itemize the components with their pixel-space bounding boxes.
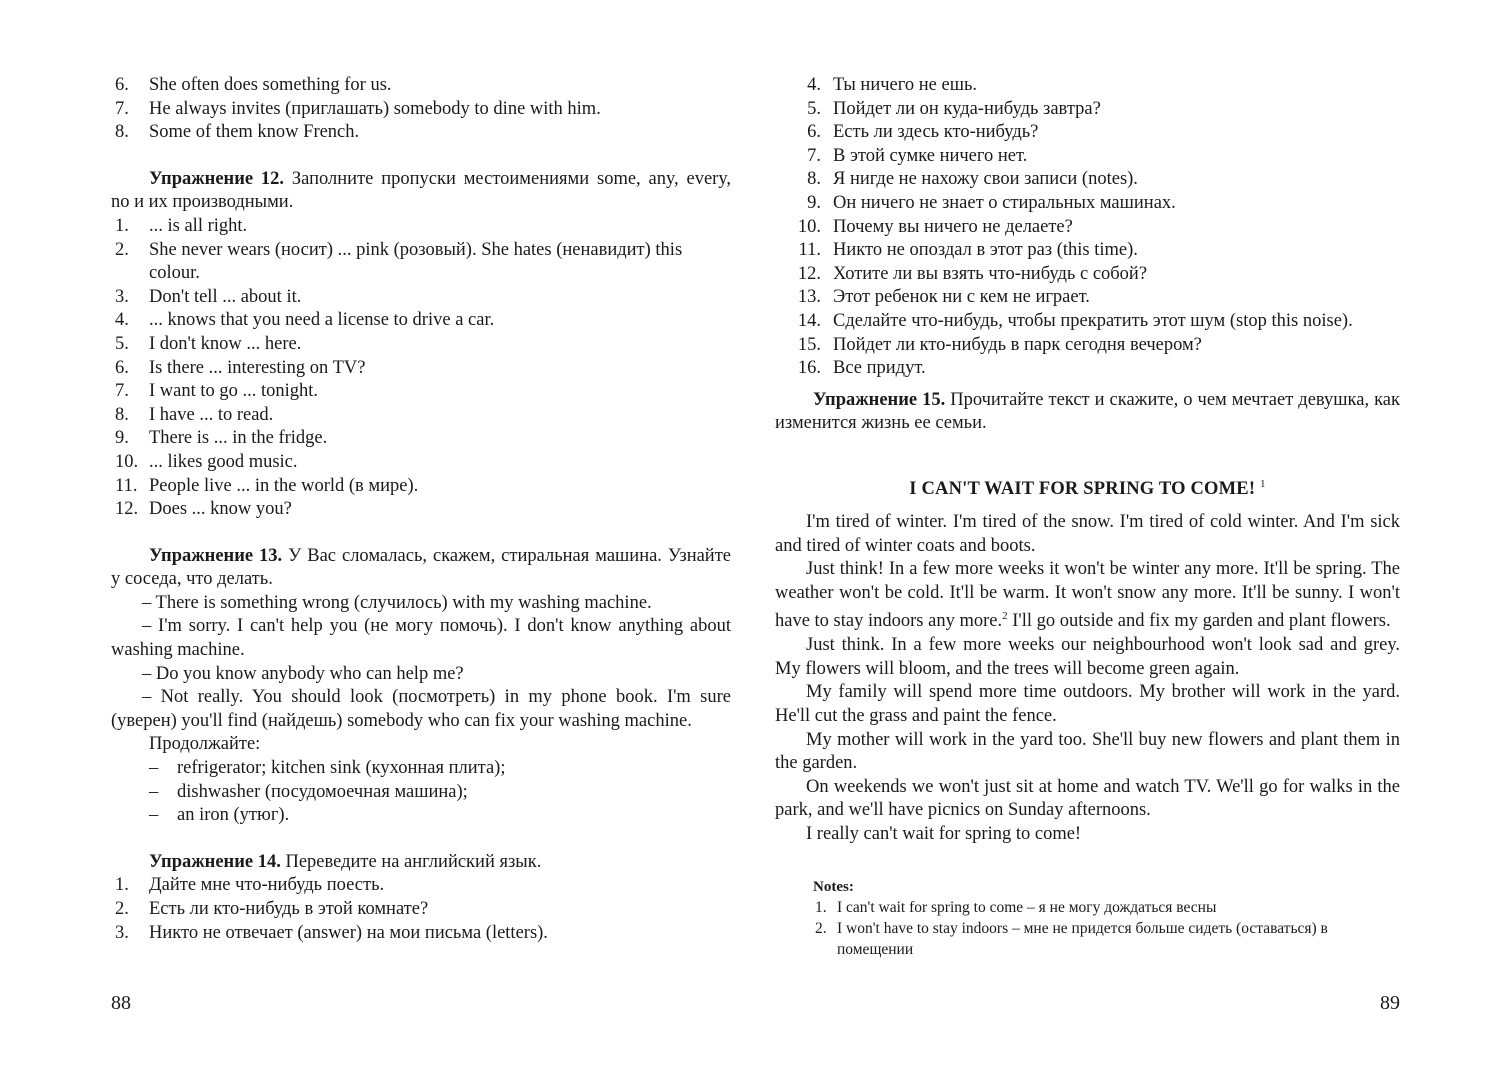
list-item: 6. Есть ли здесь кто-нибудь? [807, 122, 1039, 143]
list-item: – an iron (утюг). [149, 805, 290, 826]
story-paragraph: My family will spend more time outdoors. My brother will work in the yard. He'll cut the grass and paint the fence. [775, 682, 1400, 726]
note-item: 1. I can't wait for spring to come – я не могу дождаться весны [815, 898, 1217, 916]
page-number: 88 [111, 992, 131, 1014]
list-item: – dishwasher (посудомоечная машина); [149, 781, 468, 802]
story-paragraph: Just think. In a few more weeks our neighbourhood won't look sad and grey. My flowers will bloom, and the trees will become green again. [775, 635, 1400, 679]
exercise-heading: Упражнение 12. Заполните пропуски местоимениями some, any, every, no и их производными. [111, 168, 732, 213]
exercise-15-heading: Упражнение 15. Прочитайте текст и скажите, о чем мечтает девушка, как изменится жизнь ее семьи. [775, 389, 1400, 434]
list-item: 6. She often does something for us. [115, 75, 392, 95]
exercise-12 [111, 168, 731, 522]
exercise-heading: Упражнение 13. У Вас сломалась, скажем, стиральная машина. Узнайте у соседа, что делать. [111, 545, 731, 590]
footnote-marker: 1 [1260, 477, 1266, 490]
list-item: 8. I have ... to read. [115, 404, 274, 425]
exercise-13 [111, 545, 731, 828]
list-item: 1. Дайте мне что-нибудь поесть. [115, 875, 385, 896]
note-item: 2. I won't have to stay indoors – мне не придется больше сидеть (оставаться) в помещении [815, 919, 1328, 958]
list-item: 14. Сделайте что-нибудь, чтобы прекратить этот шум (stop this noise). [797, 310, 1353, 331]
list-item: 5. I don't know ... here. [115, 333, 302, 354]
story-paragraph: I'm tired of winter. I'm tired of the snow. I'm tired of cold winter. And I'm sick and tired of winter coats and boots. [775, 512, 1400, 556]
story-paragraph: On weekends we won't just sit at home and watch TV. We'll go for walks in the park, and we'll have picnics on Sunday afternoons. [775, 776, 1400, 821]
exercise-11-continued [111, 74, 731, 145]
list-item: 4. Ты ничего не ешь. [807, 75, 978, 95]
list-item: 9. Он ничего не знает о стиральных машинах. [807, 192, 1176, 213]
list-item: 2. She never wears (носит) ... pink (розовый). She hates (ненавидит) this colour. [115, 239, 683, 284]
list-item: 1. ... is all right. [115, 215, 248, 236]
right-page-content [775, 74, 1400, 960]
list-item: 3. Don't tell ... about it. [115, 286, 302, 307]
story-paragraph: Just think! In a few more weeks it won't be winter any more. It'll be spring. The weather won't be cold. It'll be warm. It won't snow any more. It'll be sunny. I won't have to stay indoors any more.$^2$ I'll go outside and fix my garden and plant flowers. [775, 559, 1400, 632]
list-item: 7. В этой сумке ничего нет. [807, 145, 1028, 166]
notes [775, 877, 1400, 960]
continue-label: Продолжайте: [149, 734, 261, 755]
list-item: 12. Does ... know you? [115, 499, 292, 520]
exercise-14-continued [775, 74, 1400, 381]
list-item: – refrigerator; kitchen sink (кухонная плита); [149, 758, 506, 779]
story-body [775, 511, 1400, 846]
dialogue-line: – Not really. You should look (посмотреть) in my phone book. I'm sure (уверен) you'll find (найдешь) somebody who can fix your washing machine. [111, 687, 731, 731]
list-item: 13. Этот ребенок ни с кем не играет. [797, 287, 1090, 308]
list-item: 15. Пойдет ли кто-нибудь в парк сегодня вечером? [797, 334, 1202, 355]
list-item: 8. Some of them know French. [115, 122, 360, 143]
list-item: 2. Есть ли кто-нибудь в этой комнате? [115, 899, 429, 919]
footnote-marker: 2 [1002, 610, 1008, 623]
left-page-content [111, 74, 731, 945]
list-item: 7. I want to go ... tonight. [115, 381, 319, 402]
story-title: I CAN'T WAIT FOR SPRING TO COME! $^1$ [909, 477, 1266, 500]
exercise-14 [111, 851, 731, 945]
story-paragraph: My mother will work in the yard too. She'll buy new flowers and plant them in the garden. [775, 729, 1400, 774]
list-item: 4. ... knows that you need a license to drive a car. [115, 310, 495, 331]
dialogue-line: – Do you know anybody who can help me? [142, 663, 464, 684]
list-item: 7. He always invites (приглашать) somebody to dine with him. [115, 98, 601, 119]
list-item: 5. Пойдет ли он куда-нибудь завтра? [807, 98, 1101, 119]
list-item: 8. Я нигде не нахожу свои записи (notes). [807, 169, 1138, 190]
list-item: 10. Почему вы ничего не делаете? [797, 216, 1073, 237]
list-item: 12. Хотите ли вы взять что-нибудь с собой? [797, 263, 1148, 284]
story-paragraph: I really can't wait for spring to come! [806, 823, 1082, 844]
dialogue-line: – I'm sorry. I can't help you (не могу помочь). I don't know anything about washing machine. [111, 616, 731, 661]
dialogue-line: – There is something wrong (случилось) with my washing machine. [142, 592, 652, 613]
right-page [748, 0, 1496, 1080]
list-item: 3. Никто не отвечает (answer) на мои письма (letters). [115, 922, 548, 943]
list-item: 11. People live ... in the world (в мире). [115, 475, 419, 496]
notes-heading: Notes: [813, 878, 854, 895]
exercise-heading: Упражнение 14. Переведите на английский язык. [149, 851, 542, 872]
list-item: 6. Is there ... interesting on TV? [115, 357, 366, 378]
list-item: 10. ... likes good music. [115, 451, 298, 472]
page-number: 89 [1380, 992, 1400, 1014]
list-item: 11. Никто не опоздал в этот раз (this time). [798, 240, 1138, 261]
list-item: 9. There is ... in the fridge. [115, 428, 328, 449]
list-item: 16. Все придут. [797, 358, 926, 379]
